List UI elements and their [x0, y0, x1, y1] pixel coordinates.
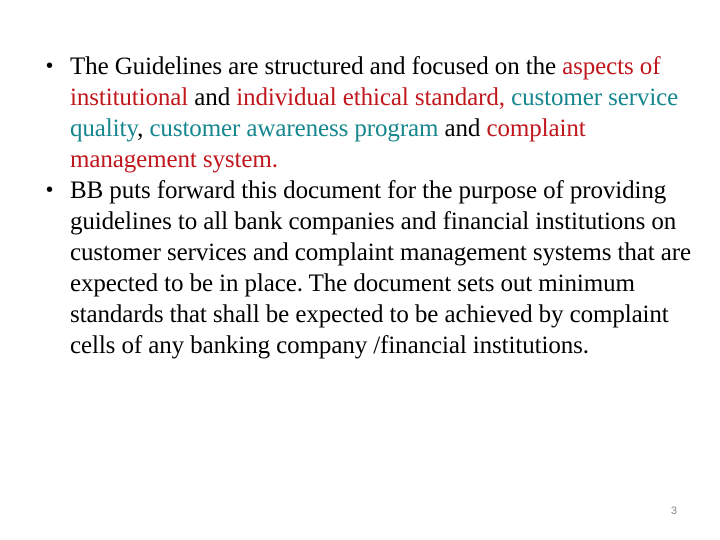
highlight-individual-ethical: individual ethical standard,	[236, 84, 505, 111]
bullet-icon: •	[46, 55, 53, 77]
highlight-service-quality: customer service quality	[70, 84, 679, 142]
bullet-icon: •	[46, 179, 53, 201]
bullet-item-guidelines	[46, 51, 696, 175]
text-segment: BB puts forward this document for the purpose of providing guidelines to all bank companies and financial institutions on customer services and complaint management systems that are expected to be in place. The document sets out minimum standards that shall be expected to be achieved by complaint cells of any banking company /financial institutions.	[70, 177, 691, 359]
text-segment: and	[188, 84, 237, 111]
bullet-list	[46, 51, 696, 361]
text-segment: The Guidelines are structured and focused on the	[70, 53, 563, 80]
text-segment: ,	[137, 115, 150, 142]
page-number: 3	[670, 505, 677, 517]
highlight-institutional: aspects of institutional	[70, 53, 661, 111]
text-segment: and	[438, 115, 487, 142]
highlight-awareness-program: customer awareness program	[149, 115, 439, 142]
highlight-complaint-management: complaint management system.	[70, 115, 586, 173]
bullet-item-bb-document	[46, 175, 696, 361]
